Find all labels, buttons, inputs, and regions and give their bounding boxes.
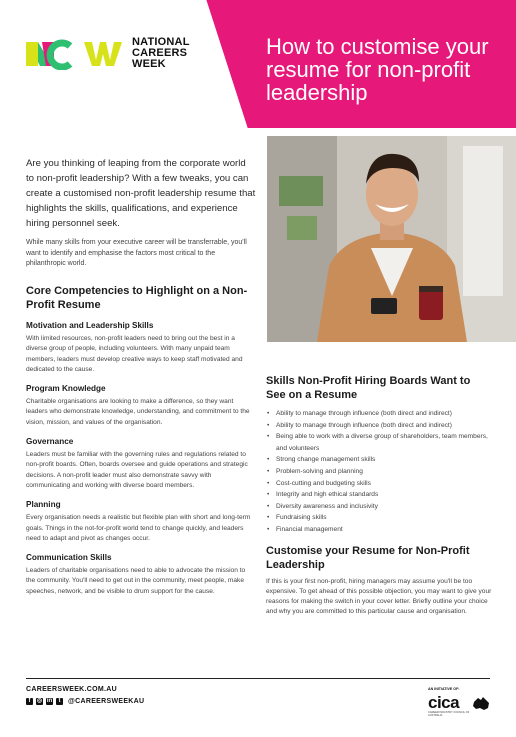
twitter-icon[interactable]: t [56,698,63,705]
list-item: • Ability to manage through influence (both direct and indirect) [266,408,492,420]
social-links [26,698,144,705]
facebook-icon[interactable]: f [26,698,33,705]
skills-heading: Skills Non-Profit Hiring Boards Want to See on a Resume [266,375,471,401]
competency-text: Leaders must be familiar with the governing rules and regulations related to non-profit boards. Often, boards oversee and guide operations and strategic decisions. A non-profit leader must also demonstrate savvy with communicating and working with diverse board members. [26,451,248,489]
competency-block [26,499,256,544]
core-competencies-section [26,284,256,605]
competency-text: Leaders of charitable organisations need to able to advocate the mission to the community. You'll need to get out in the community, meet people, make speeches, network, and be visible to drum support for the cause. [26,567,246,595]
competency-title: Program Knowledge [26,384,106,394]
linkedin-icon[interactable]: in [46,698,53,704]
skills-list [266,408,492,536]
footer-divider [26,678,490,679]
australia-map-icon [472,696,490,712]
ncw-logo-text: NATIONAL CAREERS WEEK [132,35,190,70]
ncw-logo-mark [26,36,126,70]
list-item: • Problem-solving and planning [266,466,492,478]
core-competencies-heading: Core Competencies to Highlight on a Non-Profit Resume [26,285,248,311]
competency-title: Motivation and Leadership Skills [26,321,154,330]
cica-subtitle: CAREER INDUSTRY COUNCIL OF AUSTRALIA [428,711,470,717]
competency-text: Every organisation needs a realistic but flexible plan with short and long-term goals. Things in the not-for-profit world tend to change quickly, and leaders need to adapt and pivot as changes occur. [26,514,251,542]
competency-title: Communication Skills [26,553,112,563]
competency-block [26,436,256,491]
competency-block [26,383,256,428]
list-item: • Being able to work with a diverse group of shareholders, team members, and volunteers [266,431,492,454]
competency-text: With limited resources, non-profit leaders need to bring out the best in a diverse group of people, including volunteers. With many unpaid team members, leaders must develop creative ways to keep staff motivated and dedicated to the cause. [26,335,243,373]
customise-text: If this is your first non-profit, hiring managers may assume you'll be too expensive. To get ahead of this possible objection, you may want to give your reasons for making the switch in your cover letter. Briefly outline your choice and why you are committed to this particular cause and organisation. [266,577,492,616]
competency-block [26,320,256,375]
list-item: • Ability to manage through influence (both direct and indirect) [266,420,492,432]
competency-block [26,552,256,597]
list-item: • Fundraising skills [266,512,492,524]
skills-section [266,374,492,618]
ncw-logo [26,36,190,70]
list-item: • Integrity and high ethical standards [266,489,492,501]
hero-photo [267,136,516,342]
competency-text: Charitable organisations are looking to make a difference, so they want leaders who demonstrate knowledge, understanding, and commitment to the vision, mission, and values of the organisation. [26,398,250,426]
competency-title: Planning [26,500,61,510]
competency-title: Governance [26,437,74,447]
cica-logo: cica [428,693,460,712]
customise-section [266,544,492,618]
list-item: • Strong change management skills [266,454,492,466]
website-link[interactable]: CAREERSWEEK.COM.AU [26,686,117,693]
initiative-label: AN INITIATIVE OF: [428,687,460,691]
list-item: • Cost-cutting and budgeting skills [266,478,492,490]
customise-heading: Customise your Resume for Non-Profit Leadership [266,544,470,571]
social-handle[interactable]: @CAREERSWEEKAU [68,698,145,705]
intro-body: While many skills from your executive career will be transferrable, you'll want to identify and emphasise the factors most critical to the philanthropic world. [26,239,247,267]
page-title: How to customise your resume for non-profit leadership [266,34,489,105]
instagram-icon[interactable]: ◎ [36,698,43,704]
list-item: • Diversity awareness and inclusivity [266,501,492,513]
intro-lead: Are you thinking of leaping from the corporate world to non-profit leadership? With a few tweaks, you can create a customised non-profit leadership resume that highlights the skills, qualifications, and experience hiring personnel seek. [26,158,256,229]
smiling-man-photo [267,136,516,342]
list-item: • Financial management [266,524,492,536]
